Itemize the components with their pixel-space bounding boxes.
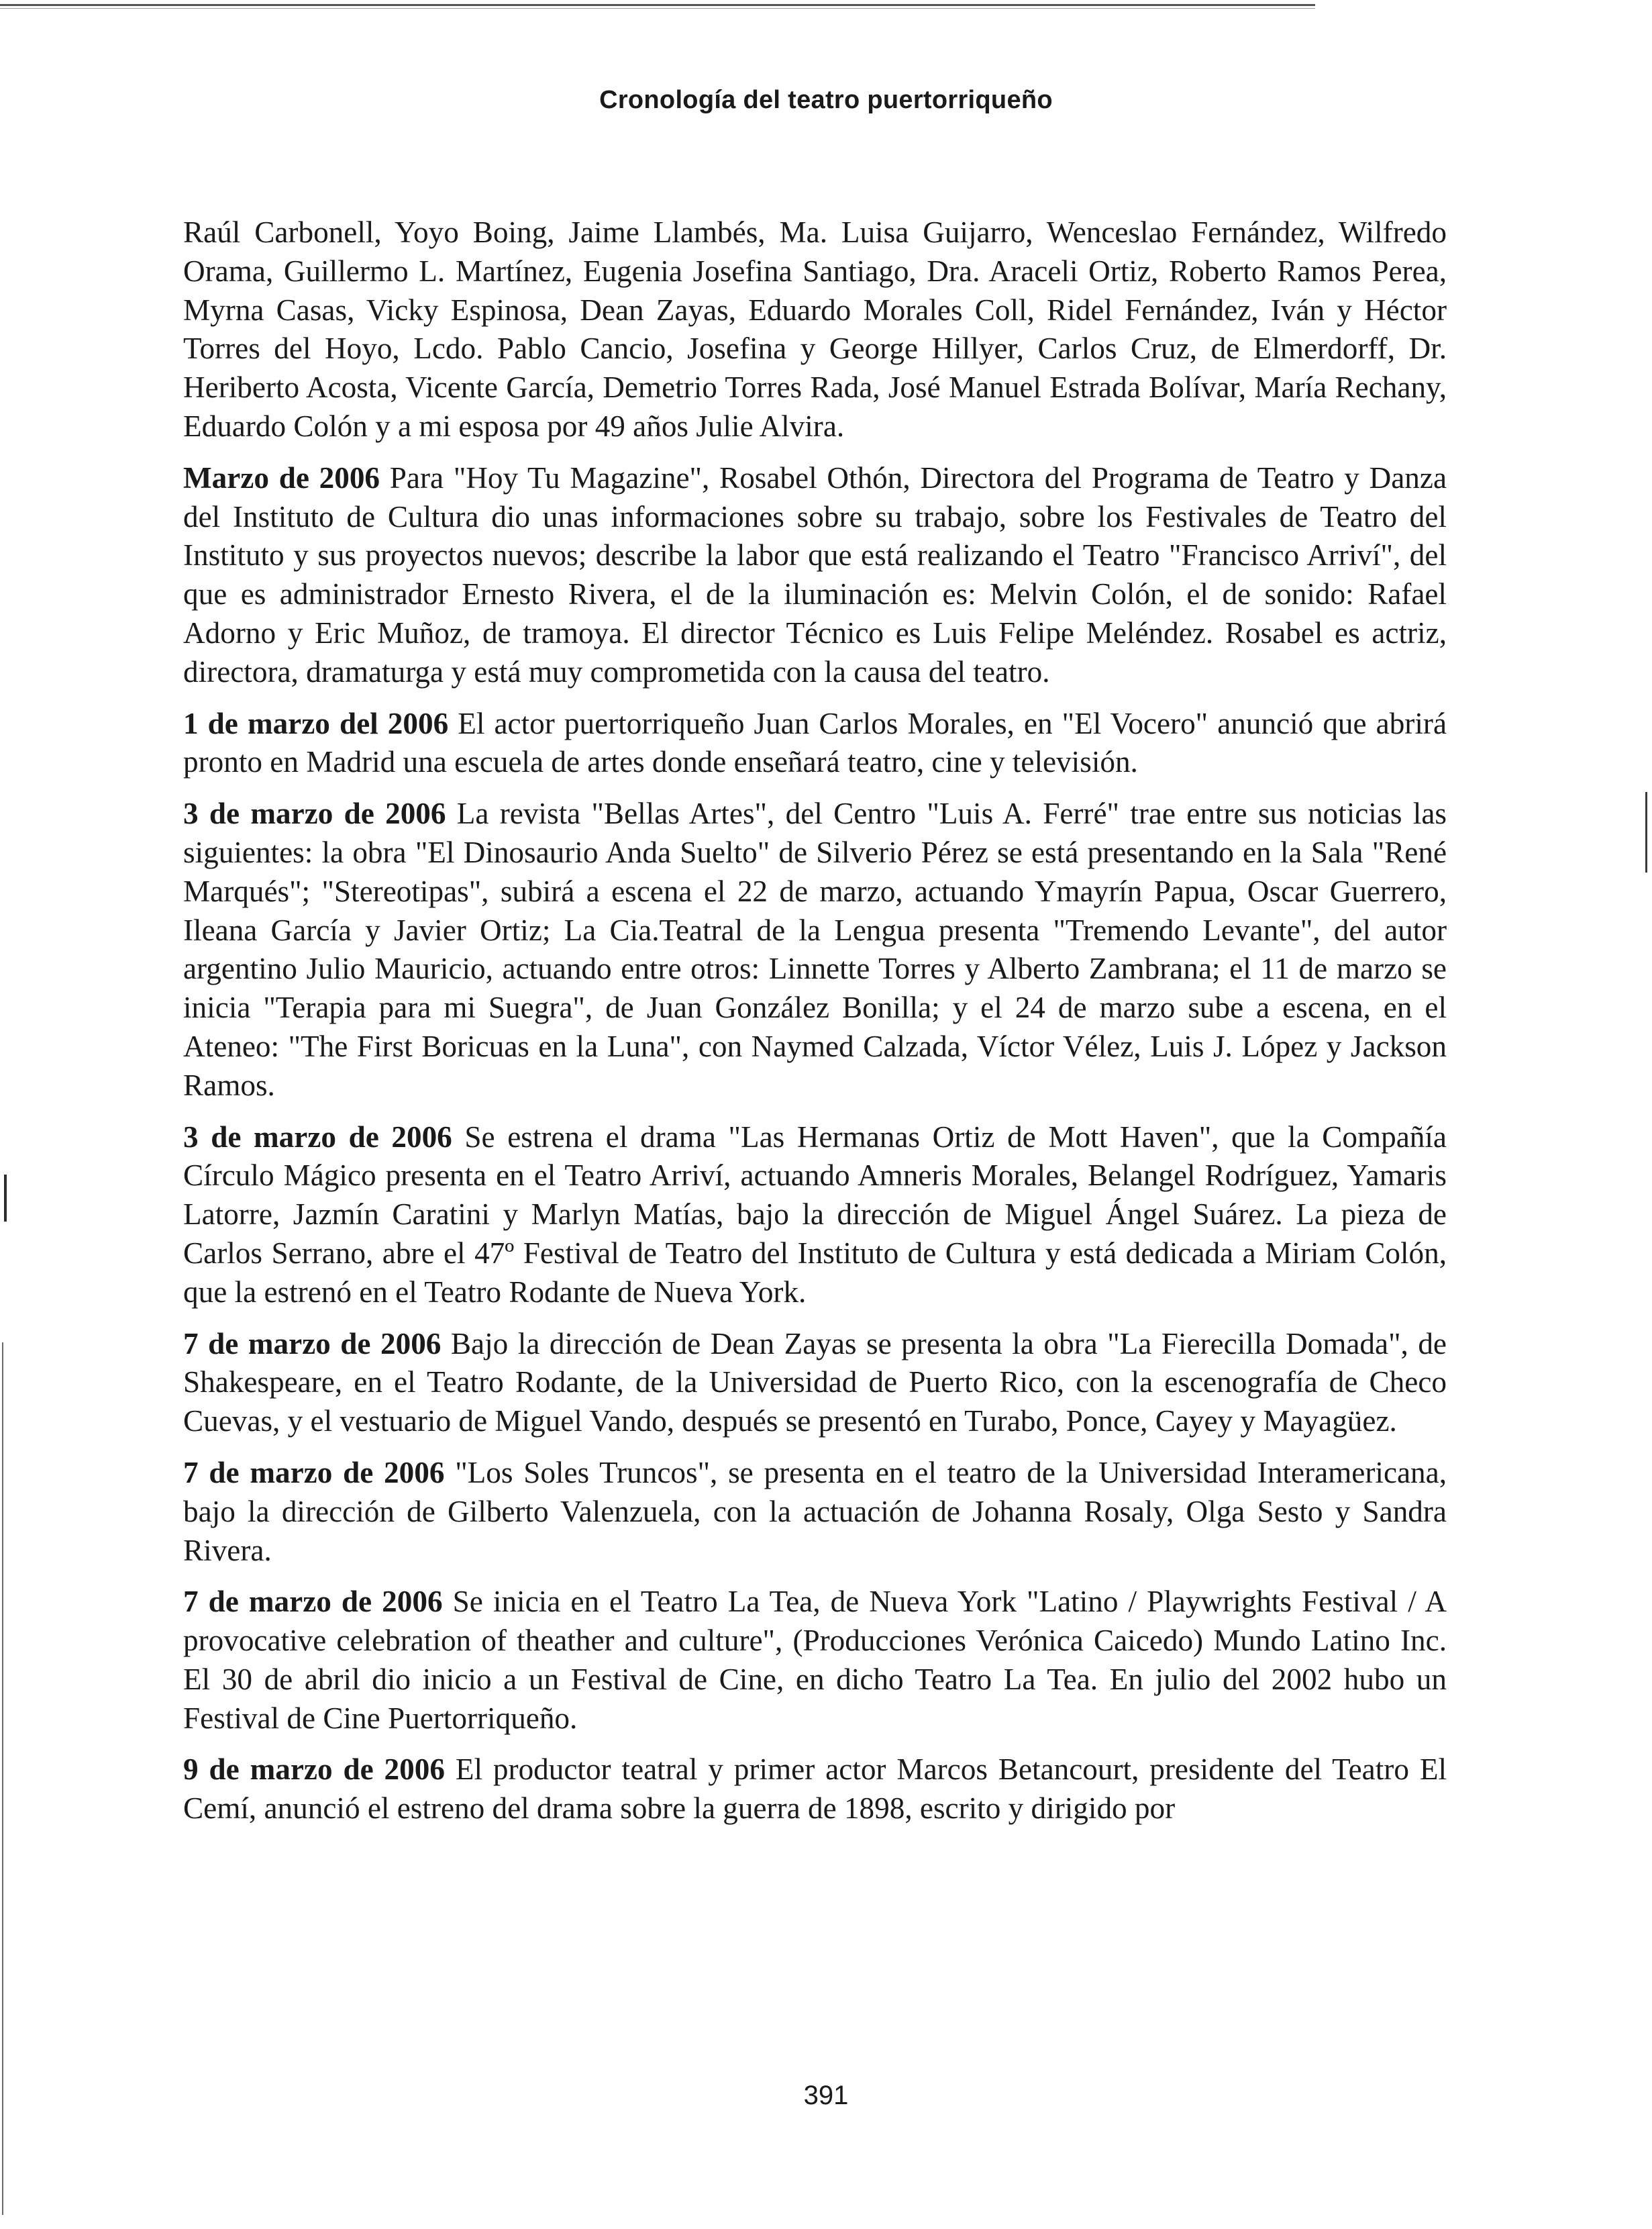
entry-text: Bajo la dirección de Dean Zayas se presenta la obra "La Fierecilla Domada", de Shakespeare, en el Teatro Rodante, de la Universidad de Puerto Rico, con la escenografía de Checo Cuevas, y el vestuario de Miguel Vando, después se presentó en Turabo, Ponce, Cayey y Mayagüez. (183, 1326, 1447, 1438)
top-rule (0, 4, 1315, 6)
chronology-entry (183, 459, 1447, 692)
entry-date: 9 de marzo de 2006 (183, 1752, 445, 1787)
left-margin-mark (4, 1175, 7, 1222)
chronology-entry (183, 1454, 1447, 1570)
body-text (183, 213, 1447, 1841)
chronology-entry (183, 1118, 1447, 1312)
entry-text: La revista "Bellas Artes", del Centro "Luis A. Ferré" trae entre sus noticias las siguientes: la obra "El Dinosaurio Anda Suelto" de Silverio Pérez se está presentando en la Sala "René Marqués"; "Stereotipas", subirá a escena el 22 de marzo, actuando Ymayrín Papua, Oscar Guerrero, Ileana García y Javier Ortiz; La Cia.Teatral de la Lengua presenta "Tremendo Levante", del autor argentino Julio Mauricio, actuando entre otros: Linnette Torres y Alberto Zambrana; el 11 de marzo se inicia "Terapia para mi Suegra", de Juan González Bonilla; y el 24 de marzo sube a escena, en el Ateneo: "The First Boricuas en la Luna", con Naymed Calzada, Víctor Vélez, Luis J. López y Jackson Ramos. (183, 797, 1447, 1102)
entry-date: 7 de marzo de 2006 (183, 1326, 442, 1360)
entry-date: 7 de marzo de 2006 (183, 1455, 445, 1489)
entry-date: 7 de marzo de 2006 (183, 1585, 443, 1619)
entry-text: Se inicia en el Teatro La Tea, de Nueva York "Latino / Playwrights Festival / A provocative celebration of theather and culture", (Producciones Verónica Caicedo) Mundo Latino Inc. El 30 de abril dio inicio a un Festival de Cine, en dicho Teatro La Tea. En julio del 2002 hubo un Festival de Cine Puertorriqueño. (183, 1585, 1447, 1735)
right-edge-mark (1645, 792, 1647, 873)
entry-text: El productor teatral y primer actor Marcos Betancourt, presidente del Teatro El Cemí, anunció el estreno del drama sobre la guerra de 1898, escrito y dirigido por (183, 1752, 1447, 1826)
running-header: Cronología del teatro puertorriqueño (599, 86, 1053, 114)
entry-date: 3 de marzo de 2006 (183, 797, 446, 831)
page-number: 391 (803, 2081, 849, 2110)
paragraph (183, 213, 1447, 446)
entry-date: 1 de marzo del 2006 (183, 706, 449, 740)
chronology-entry (183, 1750, 1447, 1828)
entry-text: El actor puertorriqueño Juan Carlos Morales, en "El Vocero" anunció que abrirá pronto en Madrid una escuela de artes donde enseñará teatro, cine y televisión. (183, 706, 1447, 779)
chronology-entry (183, 1583, 1447, 1738)
chronology-entry (183, 1325, 1447, 1441)
entry-text: Para "Hoy Tu Magazine", Rosabel Othón, Directora del Programa de Teatro y Danza del Instituto de Cultura dio unas informaciones sobre su trabajo, sobre los Festivales de Teatro del Instituto y sus proyectos nuevos; describe la labor que está realizando el Teatro "Francisco Arriví", del que es administrador Ernesto Rivera, el de la iluminación es: Melvin Colón, el de sonido: Rafael Adorno y Eric Muñoz, de tramoya. El director Técnico es Luis Felipe Meléndez. Rosabel es actriz, directora, dramaturga y está muy comprometida con la causa del teatro. (183, 460, 1447, 689)
top-rule-thin (0, 8, 1315, 9)
entry-date: Marzo de 2006 (183, 460, 380, 495)
paragraph-text: Raúl Carbonell, Yoyo Boing, Jaime Llambés, Ma. Luisa Guijarro, Wenceslao Fernández, Wilfredo Orama, Guillermo L. Martínez, Eugenia Josefina Santiago, Dra. Araceli Ortiz, Roberto Ramos Perea, Myrna Casas, Vicky Espinosa, Dean Zayas, Eduardo Morales Coll, Ridel Fernández, Iván y Héctor Torres del Hoyo, Lcdo. Pablo Cancio, Josefina y George Hillyer, Carlos Cruz, de Elmerdorff, Dr. Heriberto Acosta, Vicente García, Demetrio Torres Rada, José Manuel Estrada Bolívar, María Rechany, Eduardo Colón y a mi esposa por 49 años Julie Alvira. (183, 215, 1447, 443)
entry-date: 3 de marzo de 2006 (183, 1120, 452, 1154)
entry-text: Se estrena el drama "Las Hermanas Ortiz de Mott Haven", que la Compañía Círculo Mágico presenta en el Teatro Arriví, actuando Amneris Morales, Belangel Rodríguez, Yamaris Latorre, Jazmín Caratini y Marlyn Matías, bajo la dirección de Miguel Ángel Suárez. La pieza de Carlos Serrano, abre el 47º Festival de Teatro del Instituto de Cultura y está dedicada a Miriam Colón, que la estrenó en el Teatro Rodante de Nueva York. (183, 1120, 1447, 1309)
chronology-entry (183, 705, 1447, 783)
chronology-entry (183, 795, 1447, 1105)
left-margin-line (2, 1342, 3, 2215)
entry-text: "Los Soles Truncos", se presenta en el teatro de la Universidad Interamericana, bajo la dirección de Gilberto Valenzuela, con la actuación de Johanna Rosaly, Olga Sesto y Sandra Rivera. (183, 1455, 1447, 1567)
